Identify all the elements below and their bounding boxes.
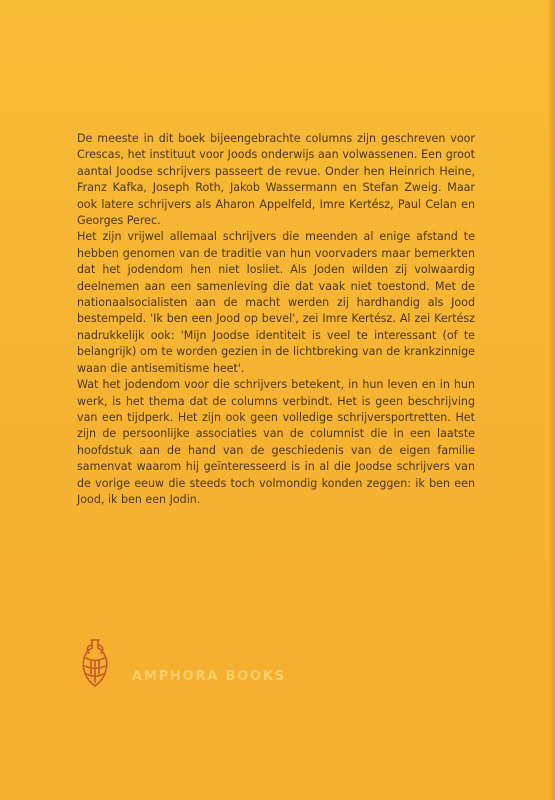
blurb-paragraph: De meeste in dit boek bijeengebrachte columns zijn geschreven voor Crescas, het instituut voor Joods onderwijs aan volwassenen. Een groot aantal Joodse schrijvers passeert de revue. Onder hen Heinrich Heine, Franz Kafka, Joseph Roth, Jakob Wassermann en Stefan Zweig. Maar ook latere schrijvers als Aharon Appelfeld, Imre Kertész, Paul Celan en Georges Perec. [77,132,475,228]
publisher-logo [80,636,310,688]
cover-edge [549,0,555,800]
publisher-name: AMPHORA BOOKS [132,669,286,684]
blurb-text [77,131,475,508]
amphora-icon [80,636,110,688]
blurb-paragraph: Wat het jodendom voor die schrijvers betekent, in hun leven en in hun werk, is het thema dat de columns verbindt. Het is geen beschrijving van een tijdperk. Het zijn ook geen volledige schrijversportretten. Het zijn de persoonlijke associaties van de columnist die in een laatste hoofdstuk aan de hand van de geschiedenis van de eigen familie samenvat waarom hij geïnteresseerd is in al die Joodse schrijvers van de vorige eeuw die steeds toch volmondig konden zeggen: ik ben een Jood, ik ben een Jodin. [77,378,475,506]
blurb-paragraph: Het zijn vrijwel allemaal schrijvers die meenden al enige afstand te hebben genomen van de traditie van hun voorvaders maar bemerkten dat het jodendom hen niet losliet. Als Joden wilden zij volwaardig deelnemen aan een samenleving die dat vaak niet toestond. Met de nationaalsocialisten aan de macht werden zij hardhandig als Jood bestempeld. 'Ik ben een Jood op bevel', zei Imre Kertész. Al zei Kertész nadrukkelijk ook: 'Mijn Joodse identiteit is veel te interessant (of te belangrijk) om te worden gezien in de lichtbreking van de krankzinnige waan die antisemitisme heet'. [77,230,475,375]
